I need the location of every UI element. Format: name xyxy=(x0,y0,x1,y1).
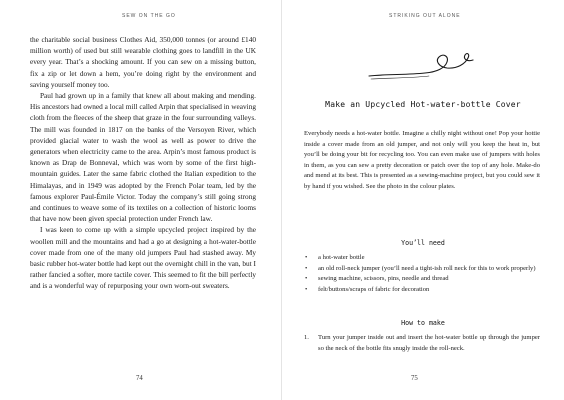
running-head-right: STRIKING OUT ALONE xyxy=(389,13,461,19)
steps-list xyxy=(304,333,540,354)
youll-need-heading: You’ll need xyxy=(401,239,445,247)
running-head-left: SEW ON THE GO xyxy=(122,13,176,19)
paragraph: Paul had grown up in a family that knew all about making and mending. His ancestors had owned a local mill called Arpin that specialised in weaving cloth from the fleeces of the sheep that graze in the four surrounding valleys. The mill was founded in 1817 on the banks of the Versoyen River, which provided glacial water to wash the wool as well as power to drive the generators when electricity came to the area. Arpin’s most famous product is known as Drap de Bonneval, which was worn by some of the first high-mountain guides. Later the same fabric clothed the Italian expedition to the Himalayas, and in 1949 was adopted by the French Polar team, led by the famous explorer Paul-Émile Victor. Today the company’s still going strong and continues to weave some of its textiles on a collection of historic looms that have now been given special protection under French law. xyxy=(30,91,256,224)
right-page xyxy=(282,0,564,400)
step-number: 1. xyxy=(304,334,309,341)
step-text: Turn your jumper inside out and insert the hot-water bottle up through the jumper so the neck of the bottle fits snugly inside the roll-neck. xyxy=(318,334,540,352)
list-item: • a hot-water bottle xyxy=(304,253,540,264)
paragraph: I was keen to come up with a simple upcycled project inspired by the woollen mill and the mountains and had a go at designing a hot-water-bottle cover made from one of the many old jumpers Paul had stashed away. My basic rubber hot-water bottle had kept out the overnight chill in the van, but I rather fancied a softer, more tactile cover. This seemed to fit the bill perfectly and is a wonderful way of repurposing your own worn-out sweaters. xyxy=(30,225,256,291)
step-item xyxy=(304,333,540,354)
list-item: • an old roll-neck jumper (you’ll need a tight-ish roll neck for this to work properly) xyxy=(304,264,540,275)
left-body-text xyxy=(30,34,256,292)
materials-list xyxy=(304,253,540,295)
page-number-right: 75 xyxy=(411,375,418,382)
page-number-left: 74 xyxy=(136,375,143,382)
project-intro: Everybody needs a hot-water bottle. Imagine a chilly night without one! Pop your hottie inside a cover made from an old jumper, and not only will you keep the heat in, but you’ll be doing your bit for recycling too. You can even make use of jumpers with holes in them, as you can sew a pretty decoration or patch over the top of any hole. Make-do and mend at its best. This is presented as a sewing-machine project, but you could sew it by hand if you wished. See the photo in the colour plates. xyxy=(304,130,540,190)
list-item: • sewing machine, scissors, pins, needle and thread xyxy=(304,274,540,285)
project-title: Make an Upcycled Hot-water-bottle Cover xyxy=(325,100,521,109)
how-to-make-heading: How to make xyxy=(401,319,445,327)
paragraph: the charitable social business Clothes Aid, 350,000 tonnes (or around £140 million worth) of used but still wearable clothing goes to landfill in the UK every year. That’s a shocking amount. If you can sew on a missing button, fix a zip or let down a hem, you’re doing right by the environment and saving yourself money too. xyxy=(30,35,256,89)
hand-drawn-flourish-icon xyxy=(367,48,479,88)
list-item: • felt/buttons/scraps of fabric for decoration xyxy=(304,285,540,296)
